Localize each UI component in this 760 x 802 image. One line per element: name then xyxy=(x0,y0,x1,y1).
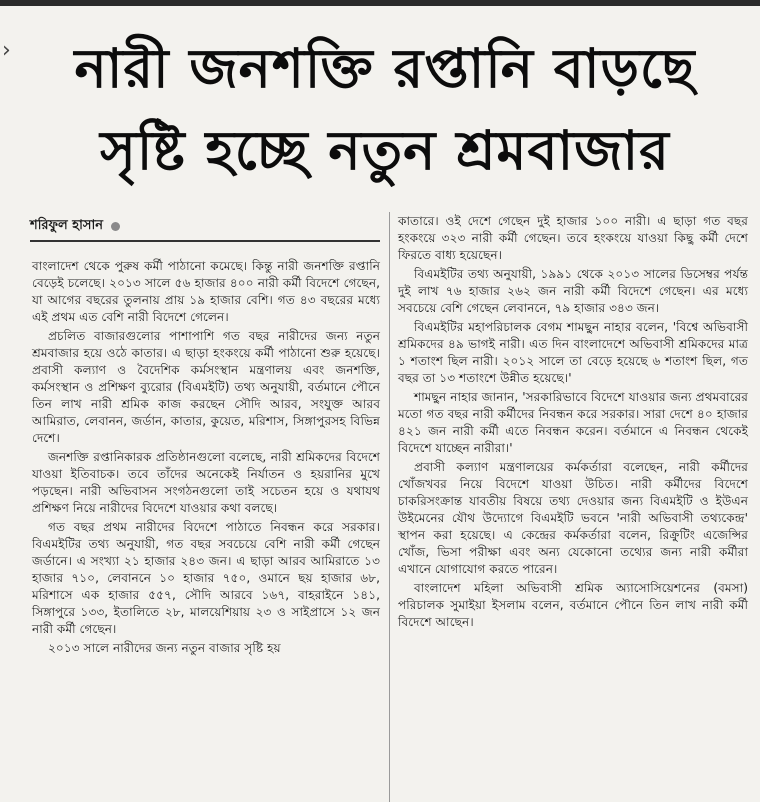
headline-line-1: নারী জনশক্তি রপ্তানি বাড়ছে xyxy=(74,37,696,100)
column-divider xyxy=(389,212,390,802)
byline-bullet-icon xyxy=(111,222,120,231)
paragraph: বাংলাদেশ থেকে পুরুষ কর্মী পাঠানো কমেছে। কিন্তু নারী জনশক্তি রপ্তানি বেড়েই চলেছে। ২০১৩ সালে ৫৬ হাজার ৪০০ নারী কর্মী বিদেশে গেছেন, যা আগের বছরের তুলনায় প্রায় ১৯ হাজার বেশি। গত ৪৩ বছরের মধ্যে এই প্রথম এত বেশি নারী বিদেশে গেলেন। xyxy=(32,259,380,324)
paragraph: গত বছর প্রথম নারীদের বিদেশে পাঠাতে নিবন্ধন করে সরকার। বিএমইটির তথ্য অনুযায়ী, গত বছর সবচেয়ে বেশি নারী কর্মী গেছেন জর্ডানে। এ সংখ্যা ২১ হাজার ২৪৩ জন। এ ছাড়া আরব আমিরাতে ১৩ হাজার ৭১০, লেবাননে ১০ হাজার ৭৫০, ওমানে ছয় হাজার ৬৮, মরিশাসে এক হাজার ৫৫৭, সৌদি আরবে ১৬৭, বাহরাইনে ১৪১, সিঙ্গাপুরে ১৩৩, ইতালিতে ২৮, মালয়েশিয়ায় ২৩ ও সাইপ্রাসে ১২ জন নারী কর্মী গেছেন। xyxy=(32,520,380,636)
top-border-rule xyxy=(0,0,760,6)
paragraph: বিএমইটির তথ্য অনুযায়ী, ১৯৯১ থেকে ২০১৩ সালের ডিসেম্বর পর্যন্ত দুই লাখ ৭৬ হাজার ২৬২ জন নারী কর্মী বিদেশে গেছেন। এর মধ্যে সবচেয়ে বেশি গেছেন লেবাননে, ৭৯ হাজার ৩৪৩ জন। xyxy=(398,267,748,315)
paragraph: বিএমইটির মহাপরিচালক বেগম শামছুন নাহার বলেন, 'বিশ্বে অভিবাসী শ্রমিকদের ৪৯ ভাগই নারী। এত দিন বাংলাদেশে অভিবাসী শ্রমিকদের মাত্র ১ শতাংশ ছিল নারী। ২০১২ সালে তা বেড়ে হয়েছে ৬ শতাংশ ছিল, গত বছর তা ১৩ শতাংশে উন্নীত হয়েছে।' xyxy=(398,320,748,385)
paragraph: জনশক্তি রপ্তানিকারক প্রতিষ্ঠানগুলো বলেছে, নারী শ্রমিকদের বিদেশে যাওয়া ইতিবাচক। তবে তাঁদের অনেকেই নির্যাতন ও হয়রানির মুখে পড়ছেন। নারী অভিবাসন সংগঠনগুলো তাই সচেতন হয়ে ও যথাযথ প্রশিক্ষণ নিয়ে নারীদের বিদেশে যাওয়ার কথা বলছে। xyxy=(32,450,380,515)
margin-mark: › xyxy=(2,38,11,63)
byline-rule xyxy=(30,240,380,242)
byline xyxy=(30,216,120,237)
left-column xyxy=(32,258,380,659)
paragraph: বাংলাদেশ মহিলা অভিবাসী শ্রমিক অ্যাসোসিয়েশনের (বমসা) পরিচালক সুমাইয়া ইসলাম বলেন, বর্তমানে পৌনে তিন লাখ নারী কর্মী বিদেশে আছেন। xyxy=(398,581,748,629)
byline-author: শরিফুল হাসান xyxy=(30,218,103,233)
paragraph: প্রবাসী কল্যাণ মন্ত্রণালয়ের কর্মকর্তারা বলেছেন, নারী কর্মীদের খোঁজখবর নিয়ে বিদেশে যাওয়া উচিত। নারী কর্মীদের বিদেশে চাকরিসংক্রান্ত যাবতীয় বিষয়ে তথ্য দেওয়ার জন্য বিএমইটি ও ইউএন উইমেনের যৌথ উদ্যোগে বিএমইটি ভবনে 'নারী অভিবাসী তথ্যকেন্দ্র' স্থাপন করা হয়েছে। এ কেন্দ্রের কর্মকর্তারা বলেন, রিক্রুটিং এজেন্সির খোঁজ, ভিসা পরীক্ষা এবং অন্য যেকোনো তথ্যের জন্য নারী কর্মীরা এখানে যোগাযোগ করতে পারেন। xyxy=(398,460,748,576)
paragraph: প্রচলিত বাজারগুলোর পাশাপাশি গত বছর নারীদের জন্য নতুন শ্রমবাজার হয়ে ওঠে কাতার। এ ছাড়া হংকংয়ে কর্মী পাঠানো শুরু হয়েছে। প্রবাসী কল্যাণ ও বৈদেশিক কর্মসংস্থান মন্ত্রণালয় এবং জনশক্তি, কর্মসংস্থান ও প্রশিক্ষণ ব্যুরোর (বিএমইটি) তথ্য অনুযায়ী, বর্তমানে পৌনে তিন লাখ নারী শ্রমিক কাজ করছেন সৌদি আরব, সংযুক্ত আরব আমিরাত, লেবানন, জর্ডান, কাতার, কুয়েত, মরিশাস, সিঙ্গাপুরসহ বিভিন্ন দেশে। xyxy=(32,329,380,445)
paragraph: ২০১৩ সালে নারীদের জন্য নতুন বাজার সৃষ্টি হয় xyxy=(48,641,281,655)
right-column xyxy=(398,213,748,633)
paragraph-continuation: কাতারে। ওই দেশে গেছেন দুই হাজার ১০০ নারী। এ ছাড়া গত বছর হংকংয়ে ৩২৩ নারী কর্মী গেছেন। তবে হংকংয়ে যাওয়া কিছু কর্মী দেশে ফিরতে বাধ্য হয়েছেন। xyxy=(398,214,748,262)
paragraph: শামছুন নাহার জানান, 'সরকারিভাবে বিদেশে যাওয়ার জন্য প্রথমবারের মতো গত বছর নারী কর্মীদের নিবন্ধন করে সরকার। সারা দেশে ৪০ হাজার ৪২১ জন নারী কর্মী এতে নিবন্ধন করেন। বর্তমানে এ নিবন্ধন থেকেই বিদেশে যাচ্ছেন নারীরা।' xyxy=(398,390,748,455)
headline-line-2: সৃষ্টি হচ্ছে নতুন শ্রমবাজার xyxy=(100,119,670,182)
